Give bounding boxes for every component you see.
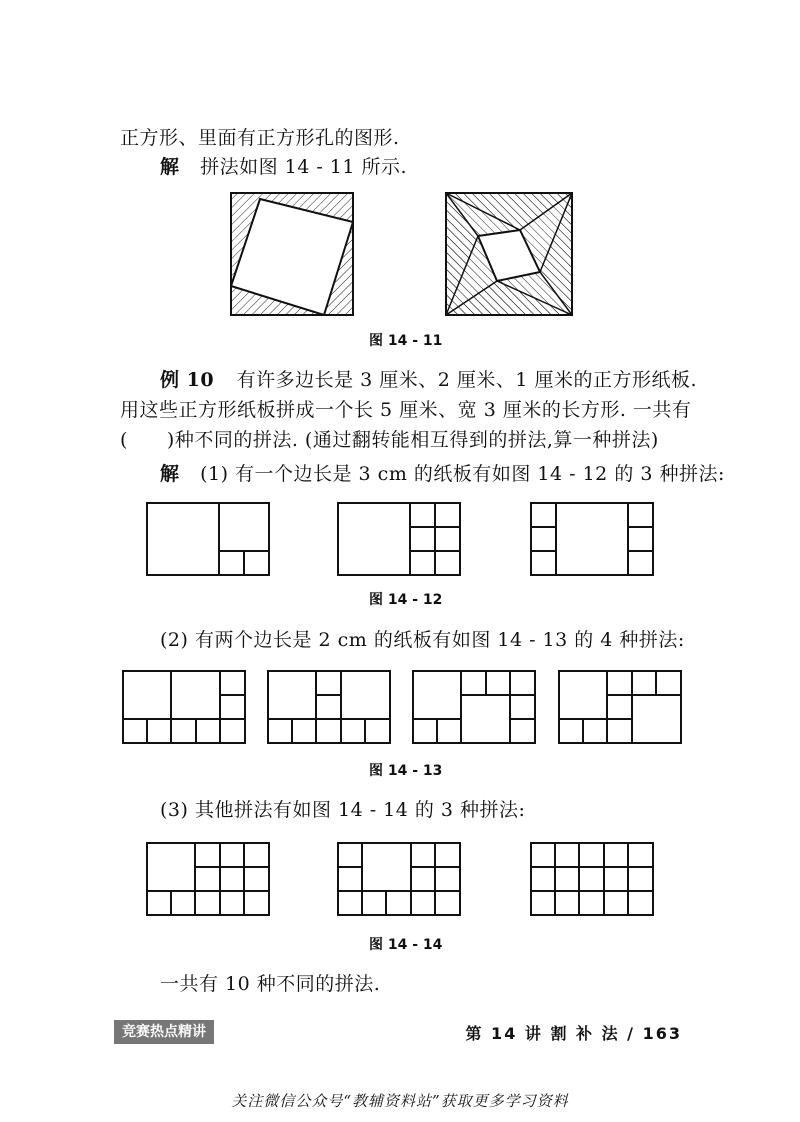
example-line-2: 用这些正方形纸板拼成一个长 5 厘米、宽 3 厘米的长方形. 一共有	[120, 399, 692, 421]
conclusion-line: 一共有 10 种不同的拼法.	[160, 973, 381, 995]
caption-fig-14-13: 图 14 - 13	[369, 763, 443, 779]
figure-14-14-a	[146, 842, 270, 916]
solution-label: 解	[160, 156, 180, 178]
solution-line-1	[160, 462, 725, 486]
solution-text: 拼法如图 14 - 11 所示.	[200, 156, 408, 178]
figure-14-13-d	[558, 670, 682, 744]
figure-14-11-right	[445, 192, 573, 316]
section-banner: 竞赛热点精讲	[114, 1020, 214, 1044]
solution-label: 解	[160, 463, 180, 485]
figure-14-13-a	[122, 670, 246, 744]
solution-text: (1) 有一个边长是 3 cm 的纸板有如图 14 - 12 的 3 种拼法:	[200, 463, 725, 485]
figure-14-14-b	[337, 842, 461, 916]
caption-fig-14-12: 图 14 - 12	[369, 592, 443, 608]
figure-14-12-c	[530, 502, 654, 576]
example-text: 有许多边长是 3 厘米、2 厘米、1 厘米的正方形纸板.	[236, 369, 698, 391]
figure-14-13-c	[412, 670, 536, 744]
caption-fig-14-11: 图 14 - 11	[369, 333, 443, 349]
figure-14-13-b	[267, 670, 391, 744]
caption-fig-14-14: 图 14 - 14	[369, 937, 443, 953]
footer-note: 关注微信公众号“教辅资料站”获取更多学习资料	[231, 1092, 569, 1110]
figure-14-12-a	[146, 502, 270, 576]
example-line-1	[160, 368, 697, 392]
figure-14-12-b	[337, 502, 461, 576]
chapter-page-label: 第 14 讲 割 补 法 / 163	[465, 1024, 682, 1043]
text-line: 正方形、里面有正方形孔的图形.	[120, 127, 400, 149]
solution-line-3: (3) 其他拼法有如图 14 - 14 的 3 种拼法:	[160, 799, 526, 821]
solution-line-2: (2) 有两个边长是 2 cm 的纸板有如图 14 - 13 的 4 种拼法:	[160, 629, 685, 651]
figure-14-14-c	[530, 842, 654, 916]
example-label: 例 10	[160, 369, 215, 391]
solution-line	[160, 155, 407, 179]
example-line-3: ( )种不同的拼法. (通过翻转能相互得到的拼法,算一种拼法)	[120, 429, 659, 451]
figure-14-11-left	[230, 192, 354, 316]
